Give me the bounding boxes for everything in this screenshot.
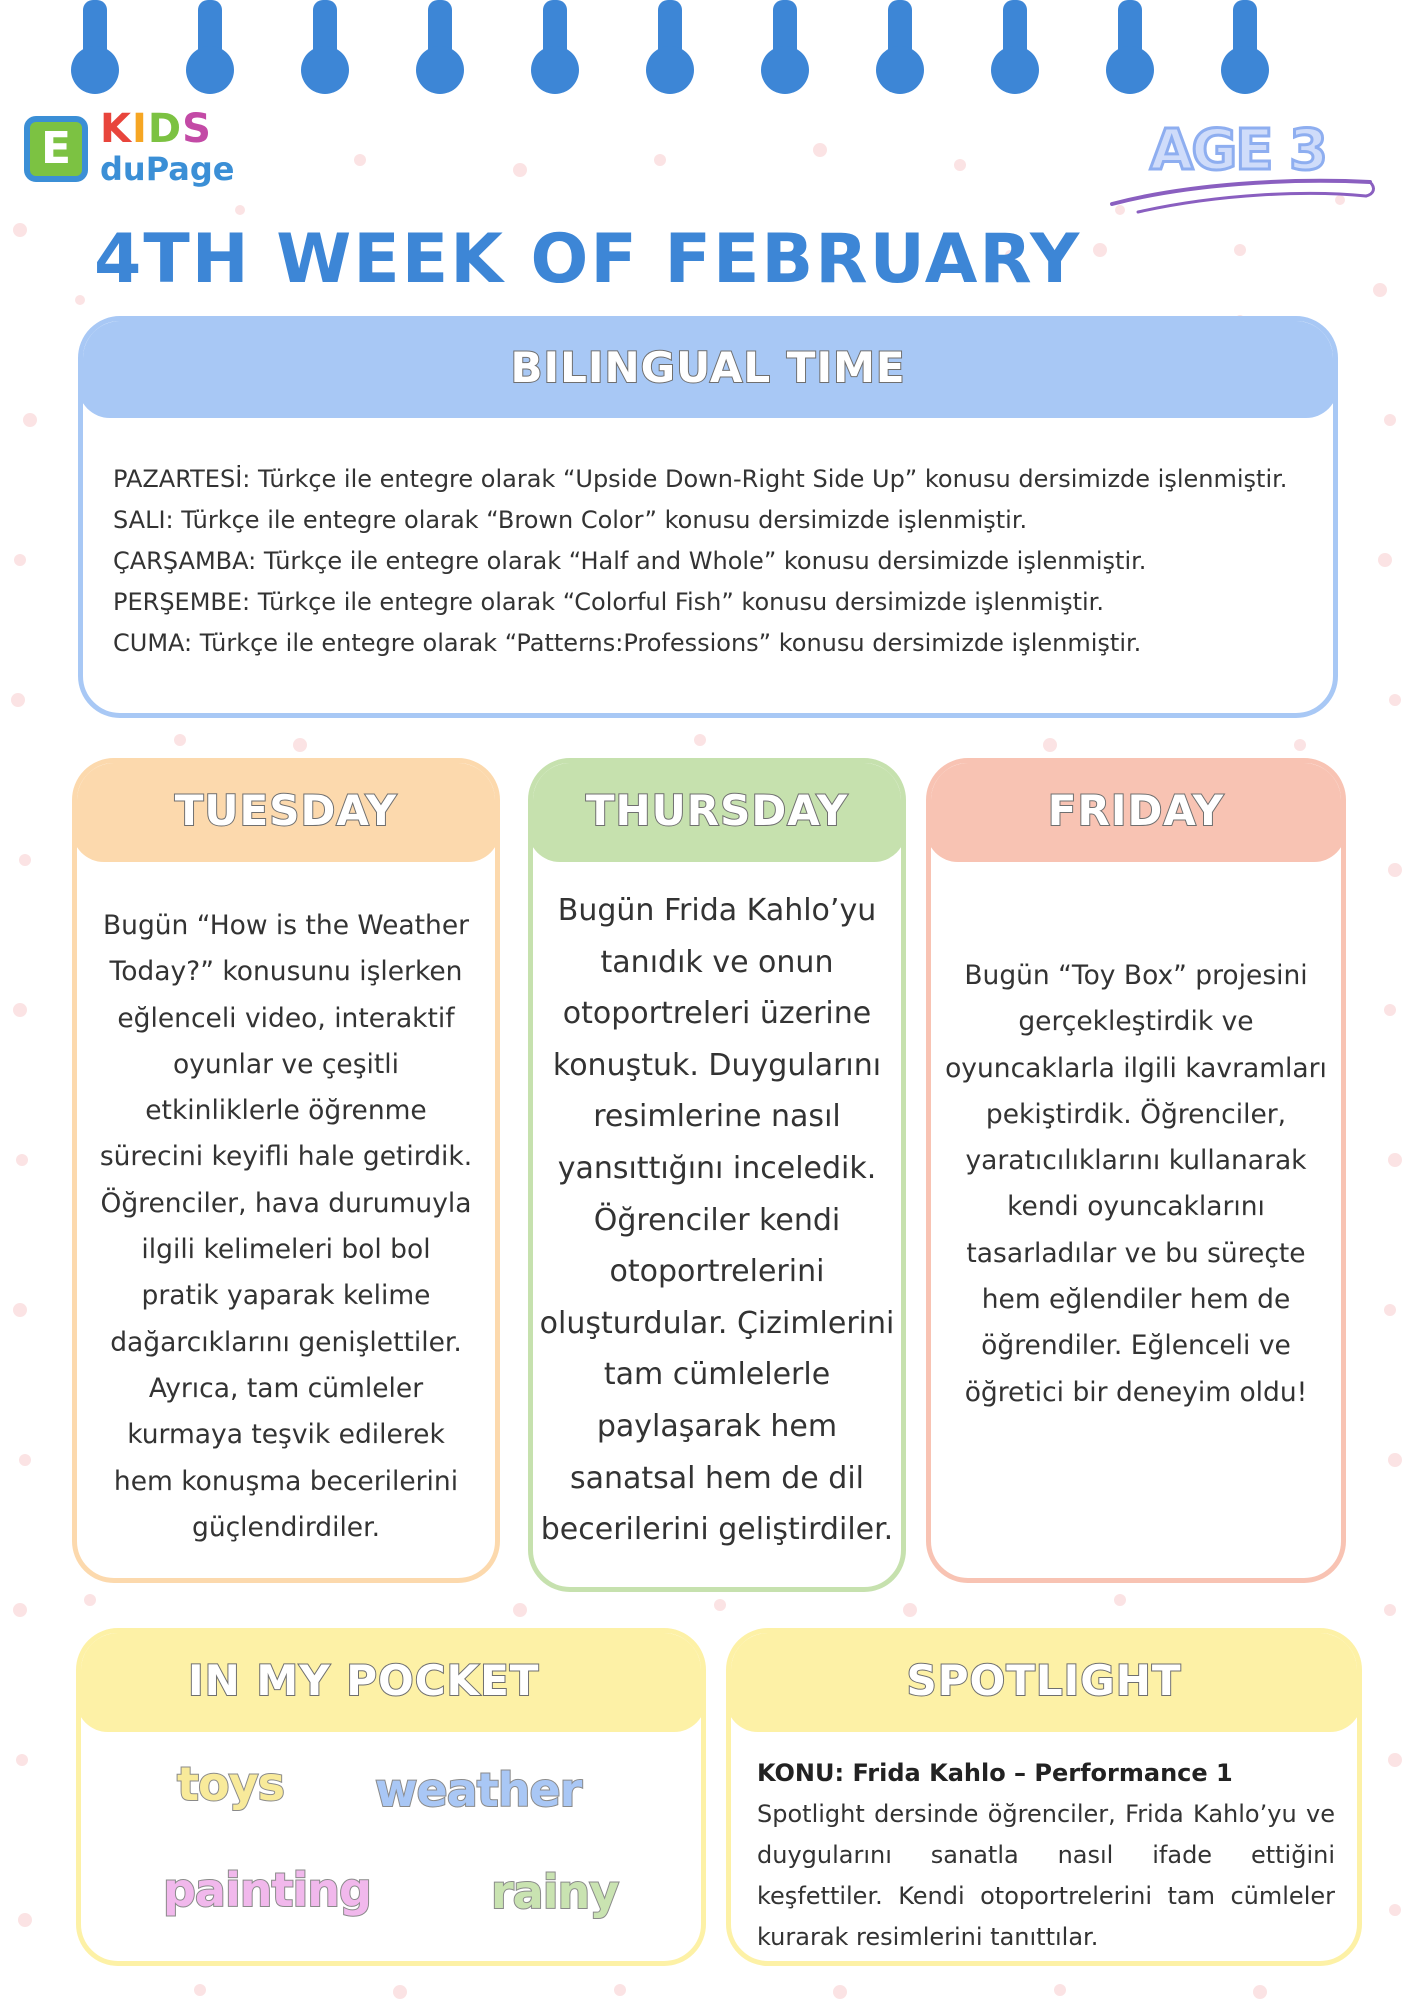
friday-heading: FRIDAY <box>1047 785 1225 835</box>
bilingual-time-body <box>113 459 1313 664</box>
tuesday-header <box>72 758 500 862</box>
spiral-binding <box>0 0 1414 110</box>
kids-edupage-logo <box>24 106 235 192</box>
friday-text: Bugün “Toy Box” projesini gerçekleştirdik ve oyuncaklarla ilgili kavramları pekiştirdik. Öğrenciler, yaratıcılıklarını kullanarak kendi oyuncaklarını tasarladılar ve bu süreçte hem eğlendiler hem de öğrendiler. Eğlenceli ve öğretici bir deneyim oldu! <box>945 960 1327 1408</box>
thursday-text: Bugün Frida Kahlo’yu tanıdık ve onun otoportreleri üzerine konuştuk. Duygularını resimlerine nasıl yansıttığını inceledik. Öğrenciler kendi otoportrelerini oluşturdular. Çizimlerini tam cümlelerle paylaşarak hem sanatsal hem de dil becerilerini geliştirdiler. <box>539 893 895 1548</box>
in-my-pocket-card <box>76 1628 706 1966</box>
bilingual-time-heading: BILINGUAL TIME <box>510 342 906 392</box>
bilingual-time-header <box>78 316 1338 418</box>
thursday-heading: THURSDAY <box>585 785 849 835</box>
pocket-word-painting: painting <box>163 1863 371 1917</box>
friday-card <box>926 758 1346 1583</box>
friday-header <box>926 758 1346 862</box>
logo-badge: E <box>24 116 88 182</box>
spotlight-body <box>757 1753 1335 1958</box>
bilingual-line-friday: CUMA: Türkçe ile entegre olarak “Patterns:Professions” konusu dersimizde işlenmiştir. <box>113 629 1142 657</box>
spotlight-text: Spotlight dersinde öğrenciler, Frida Kahlo’yu ve duygularını sanatla nasıl ifade ettiğini keşfettiler. Kendi otoportrelerini tam cümleler kurarak resimlerini tanıttılar. <box>757 1800 1335 1951</box>
spotlight-topic: KONU: Frida Kahlo – Performance 1 <box>757 1759 1233 1787</box>
age-badge: AGE 3 <box>1150 118 1327 183</box>
thursday-header <box>528 758 906 862</box>
logo-kids-text: KIDS <box>100 106 212 152</box>
spotlight-heading: SPOTLIGHT <box>906 1655 1182 1705</box>
pocket-word-weather: weather <box>375 1763 582 1817</box>
bilingual-time-card <box>78 316 1338 718</box>
spotlight-header <box>726 1628 1362 1732</box>
tuesday-card <box>72 758 500 1583</box>
in-my-pocket-header <box>76 1628 706 1732</box>
tuesday-text: Bugün “How is the Weather Today?” konusunu işlerken eğlenceli video, interaktif oyunlar ve çeşitli etkinliklerle öğrenme sürecini keyifli hale getirdik. Öğrenciler, hava durumuyla ilgili kelimeleri bol bol pratik yaparak kelime dağarcıklarını genişlettiler. Ayrıca, tam cümleler kurmaya teşvik edilerek hem konuşma becerilerini güçlendirdiler. <box>99 910 473 1543</box>
logo-dupage-text: duPage <box>100 150 235 188</box>
page-title: 4TH WEEK OF FEBRUARY <box>94 220 1082 299</box>
in-my-pocket-heading: IN MY POCKET <box>188 1655 540 1705</box>
bilingual-line-monday: PAZARTESİ: Türkçe ile entegre olarak “Upside Down-Right Side Up” konusu dersimizde işlenmiştir. <box>113 465 1288 493</box>
bilingual-line-thursday: PERŞEMBE: Türkçe ile entegre olarak “Colorful Fish” konusu dersimizde işlenmiştir. <box>113 588 1104 616</box>
tuesday-heading: TUESDAY <box>174 785 398 835</box>
bilingual-line-wednesday: ÇARŞAMBA: Türkçe ile entegre olarak “Half and Whole” konusu dersimizde işlenmiştir. <box>113 547 1147 575</box>
spotlight-card <box>726 1628 1362 1966</box>
age-swoosh-decoration <box>1108 170 1378 220</box>
thursday-card <box>528 758 906 1592</box>
bilingual-line-tuesday: SALI: Türkçe ile entegre olarak “Brown Color” konusu dersimizde işlenmiştir. <box>113 506 1028 534</box>
pocket-word-toys: toys <box>177 1757 284 1811</box>
pocket-word-rainy: rainy <box>491 1865 619 1919</box>
